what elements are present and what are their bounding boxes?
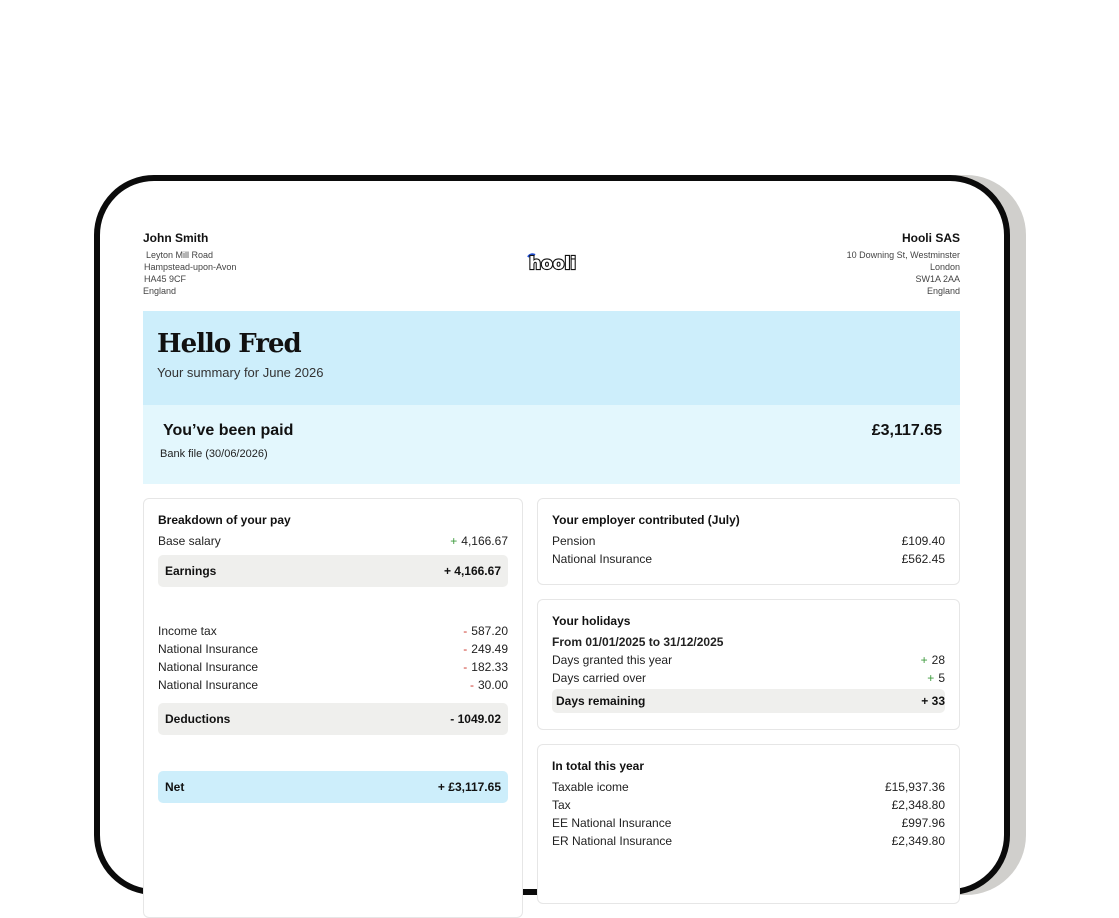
amount: 28	[931, 653, 945, 667]
holiday-row	[552, 651, 945, 669]
row-value: + 4,166.67	[443, 564, 501, 578]
amount: 30.00	[477, 678, 508, 692]
row-label: Days carried over	[552, 671, 647, 685]
amount: 4,166.67	[461, 534, 508, 548]
deduction-row	[158, 640, 508, 658]
deductions-total-row	[158, 703, 508, 735]
amount: 587.20	[471, 624, 508, 638]
row-label: Income tax	[158, 624, 217, 638]
row-value: £15,937.36	[884, 780, 945, 794]
deductions-list	[158, 622, 508, 694]
row-value	[463, 658, 508, 676]
hooli-logo-icon	[527, 252, 579, 274]
negative-sign: -	[469, 678, 474, 692]
employee-address	[143, 249, 236, 297]
company-address	[847, 249, 960, 297]
employee-address-line: HA45 9CF	[144, 274, 187, 284]
holiday-row	[552, 669, 945, 687]
row-label: Pension	[552, 534, 596, 548]
days-remaining-row	[552, 689, 945, 713]
paid-amount: £3,117.65	[871, 422, 942, 439]
company-block	[847, 231, 960, 297]
row-value	[463, 640, 508, 658]
row-label: National Insurance	[158, 642, 259, 656]
holidays-card	[537, 599, 960, 730]
paid-title: You’ve been paid	[163, 422, 294, 439]
employee-address-line: Leyton Mill Road	[146, 250, 214, 260]
row-label: National Insurance	[552, 552, 653, 566]
row-label: Days remaining	[556, 694, 646, 708]
negative-sign: -	[463, 624, 468, 638]
row-value	[921, 651, 945, 669]
row-label: ER National Insurance	[552, 834, 673, 848]
row-value: £109.40	[901, 534, 945, 548]
row-label: National Insurance	[158, 678, 259, 692]
base-salary-row	[158, 532, 508, 550]
year-to-date-card	[537, 744, 960, 904]
card-title: Breakdown of your pay	[158, 513, 291, 527]
amount: 249.49	[471, 642, 508, 656]
amount: 5	[938, 671, 945, 685]
row-label: Deductions	[165, 712, 231, 726]
company-address-line: 10 Downing St, Westminster	[846, 250, 960, 260]
row-value: + £3,117.65	[437, 780, 501, 794]
paid-panel	[143, 405, 960, 484]
company-address-line: SW1A 2AA	[915, 274, 960, 284]
row-label: Net	[165, 780, 185, 794]
row-label: Taxable icome	[552, 780, 629, 794]
negative-sign: -	[463, 642, 468, 656]
row-label: National Insurance	[158, 660, 259, 674]
earnings-total-row	[158, 555, 508, 587]
row-value: £997.96	[901, 816, 945, 830]
pay-breakdown-card	[143, 498, 523, 918]
company-name: Hooli SAS	[901, 231, 960, 245]
row-value	[470, 676, 508, 694]
year-total-row	[552, 796, 945, 814]
amount: 182.33	[471, 660, 508, 674]
contribution-row	[552, 532, 945, 550]
card-title: Your holidays	[552, 614, 631, 628]
row-value	[450, 532, 508, 550]
positive-sign: +	[450, 534, 458, 548]
row-label: Base salary	[158, 534, 221, 548]
row-value: £2,349.80	[891, 834, 945, 848]
greeting-panel	[143, 311, 960, 405]
card-title: Your employer contributed (July)	[552, 513, 740, 527]
year-total-row	[552, 778, 945, 796]
positive-sign: +	[920, 653, 928, 667]
employee-address-line: England	[143, 286, 177, 296]
employee-name: John Smith	[143, 231, 209, 245]
svg-text:hooli: hooli	[529, 254, 577, 274]
row-label: EE National Insurance	[552, 816, 672, 830]
row-value	[463, 622, 508, 640]
row-value: - 1049.02	[450, 712, 501, 726]
company-address-line: London	[929, 262, 960, 272]
employer-contribution-card	[537, 498, 960, 585]
pay-summary-banner	[143, 311, 960, 484]
summary-period: Your summary for June 2026	[157, 365, 324, 380]
row-value: £2,348.80	[891, 798, 945, 812]
deduction-row	[158, 676, 508, 694]
bank-file-label: Bank file (30/06/2026)	[160, 448, 268, 460]
greeting-title: Hello Fred	[157, 329, 301, 359]
card-title: In total this year	[552, 759, 645, 773]
contribution-row	[552, 550, 945, 568]
holiday-period	[552, 633, 945, 651]
row-label: Earnings	[165, 564, 217, 578]
payslip	[143, 231, 960, 848]
negative-sign: -	[463, 660, 468, 674]
company-address-line: England	[926, 286, 960, 296]
net-pay-row	[158, 771, 508, 803]
year-total-row	[552, 814, 945, 832]
positive-sign: +	[927, 671, 935, 685]
period-label: From 01/01/2025 to 31/12/2025	[552, 635, 724, 649]
row-value	[927, 669, 945, 687]
row-value: £562.45	[901, 552, 945, 566]
employee-address-line: Hampstead-upon-Avon	[144, 262, 237, 272]
row-label: Days granted this year	[552, 653, 673, 667]
deduction-row	[158, 658, 508, 676]
payslip-header	[143, 231, 960, 311]
deduction-row	[158, 622, 508, 640]
company-logo	[527, 252, 579, 279]
employee-block	[143, 231, 236, 297]
device-frame	[94, 175, 1010, 895]
row-label: Tax	[552, 798, 571, 812]
row-value: + 33	[921, 694, 945, 708]
year-total-row	[552, 832, 945, 850]
